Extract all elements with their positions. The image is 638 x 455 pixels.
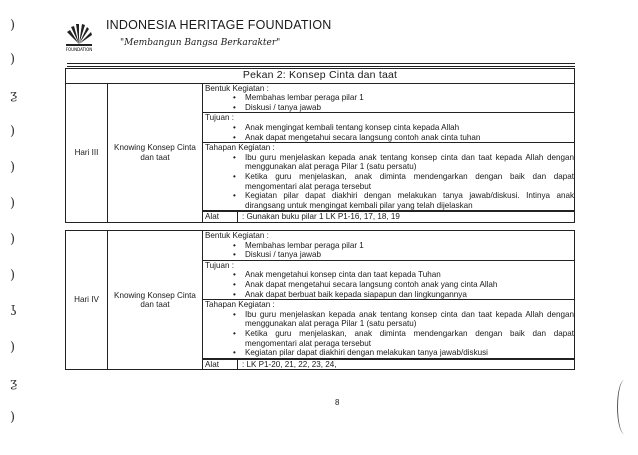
objectives-section — [203, 261, 574, 300]
activity-details — [203, 83, 575, 222]
steps-section — [203, 300, 574, 359]
list-item: • Anak dapat mengetahui secara langsung contoh anak cinta tuhan — [245, 133, 574, 143]
organization-name: INDONESIA HERITAGE FOUNDATION — [106, 18, 332, 32]
header-divider — [67, 66, 575, 67]
binder-hole-icon: ƺ — [10, 376, 18, 391]
tools-row — [203, 211, 574, 222]
binder-hole-icon: ʖ — [10, 304, 17, 319]
tools-value: : LK P1-20, 21, 22, 23, 24, — [242, 359, 337, 369]
list-item: • Ketika guru menjelaskan, anak diminta mendengarkan dengan baik dan dapat mengomentari alat peraga tersebut — [245, 329, 574, 348]
document-header — [60, 14, 580, 64]
lesson-table-day-4 — [65, 230, 575, 370]
list-item: • Membahas lembar peraga pilar 1 — [245, 241, 574, 251]
list-item: • Anak mengingat kembali tentang konsep cinta kepada Allah — [245, 123, 574, 133]
binder-hole-icon: ) — [10, 160, 16, 175]
section-label: Tujuan : — [205, 260, 234, 270]
day-label: Hari IV — [66, 231, 108, 370]
week-title: Pekan 2: Konsep Cinta dan taat — [66, 69, 575, 84]
tools-row — [203, 359, 574, 370]
section-label: Tujuan : — [205, 113, 234, 123]
day-label: Hari III — [66, 83, 108, 222]
activity-details — [203, 231, 575, 370]
list-item: • Diskusi / tanya jawab — [245, 103, 574, 113]
topic-label: Knowing Konsep Cinta dan taat — [108, 83, 203, 222]
scan-margin-mark — [617, 380, 632, 434]
binder-hole-icon: ) — [10, 124, 16, 139]
binder-hole-icon: ) — [10, 340, 16, 355]
tools-value: : Gunakan buku pilar 1 LK P1-16, 17, 18, 19 — [242, 212, 400, 222]
section-label: Bentuk Kegiatan : — [205, 231, 269, 240]
list-item: • Membahas lembar peraga pilar 1 — [245, 93, 574, 103]
tools-label: Alat — [203, 212, 238, 222]
binder-hole-icon: ƺ — [10, 88, 18, 103]
list-item: • Diskusi / tanya jawab — [245, 250, 574, 260]
list-item: • Ibu guru menjelaskan kepada anak tentang konsep cinta dan taat kepada Allah dengan menggunakan alat peraga Pilar 1 (satu persatu) — [245, 310, 574, 329]
steps-section — [203, 143, 574, 211]
logo-icon — [62, 18, 96, 52]
section-label: Bentuk Kegiatan : — [205, 83, 269, 93]
binder-hole-icon: ) — [10, 18, 16, 33]
objectives-section — [203, 113, 574, 143]
list-item: • Kegiatan pilar dapat diakhiri dengan melakukan tanya jawab/diskusi. Intinya anak dirangsang untuk mengingat kembali pilar yang telah dijelaskan — [245, 191, 574, 210]
list-item: • Kegiatan pilar dapat diakhiri dengan melakukan tanya jawab/diskusi — [245, 348, 574, 358]
list-item: • Anak dapat berbuat baik kepada siapapun dan lingkungannya — [245, 290, 574, 300]
binder-hole-icon: ) — [10, 268, 16, 283]
list-item: • Ketika guru menjelaskan, anak diminta mendengarkan dengan baik dan dapat mengomentari alat peraga tersebut — [245, 172, 574, 191]
binder-hole-icon: ) — [10, 196, 16, 211]
header-divider — [67, 63, 575, 64]
binder-hole-icon: ) — [10, 410, 16, 425]
svg-text:FOUNDATION: FOUNDATION — [65, 47, 93, 52]
page-number: 8 — [335, 398, 340, 407]
activity-form-section — [203, 231, 574, 261]
section-label: Tahapan Kegiatan : — [205, 300, 275, 310]
topic-label: Knowing Konsep Cinta dan taat — [108, 231, 203, 370]
list-item: • Anak mengetahui konsep cinta dan taat kepada Tuhan — [245, 270, 574, 280]
binder-hole-icon: ) — [10, 232, 16, 247]
organization-motto: "Membangun Bangsa Berkarakter" — [120, 38, 281, 48]
list-item: • Anak dapat mengetahui secara langsung contoh anak yang cinta Allah — [245, 280, 574, 290]
lesson-table-day-3 — [65, 68, 575, 223]
list-item: • Ibu guru menjelaskan kepada anak tentang konsep cinta dan taat kepada Allah dengan menggunakan alat peraga Pilar 1 (satu persatu) — [245, 153, 574, 172]
binder-hole-icon: ) — [10, 52, 16, 67]
section-label: Tahapan Kegiatan : — [205, 143, 275, 153]
tools-label: Alat — [203, 360, 238, 370]
activity-form-section — [203, 84, 574, 114]
